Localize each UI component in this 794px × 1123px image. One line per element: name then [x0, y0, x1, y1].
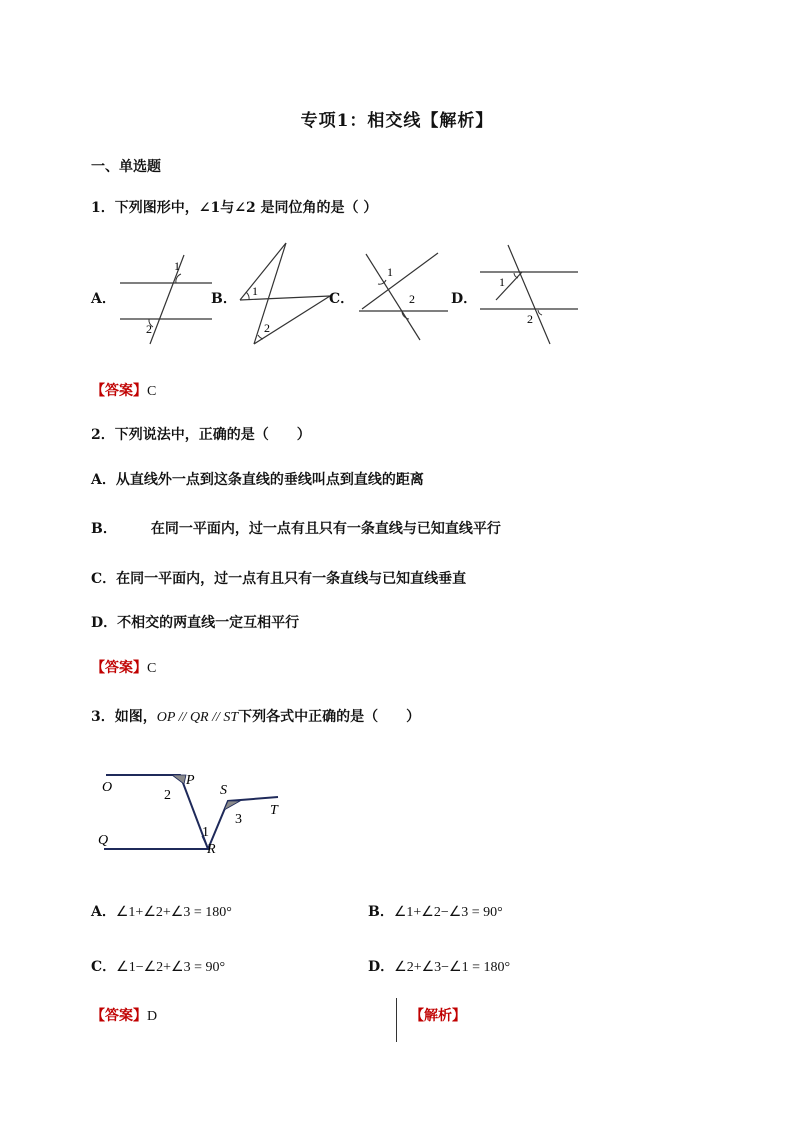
option-text: 在同一平面内，过一点有且只有一条直线与已知直线平行 — [150, 521, 501, 537]
q3-figure — [94, 764, 294, 860]
answer-value: C — [147, 384, 157, 399]
q1-answer — [91, 380, 156, 400]
q1c-angle1-label: 1 — [387, 265, 393, 279]
q1d-angle2-label: 2 — [527, 312, 533, 326]
q3-label-angle3: 3 — [235, 812, 242, 827]
q3-label-S: S — [220, 783, 227, 798]
option-text: ∠1−∠2+∠3 = 90° — [116, 960, 226, 975]
q1-figure-d — [478, 242, 582, 346]
analysis-tag: 【解析】 — [410, 1008, 466, 1024]
q1-option-c-label: C． — [329, 291, 355, 307]
option-key: D． — [368, 959, 395, 975]
q1-stem: 1．下列图形中，∠1与∠2 是同位角的是（ ） — [91, 200, 378, 216]
option-key: A． — [91, 904, 116, 920]
q1-figure-b — [230, 240, 334, 348]
q3-label-angle2: 2 — [164, 788, 171, 803]
q1-option-a-label: A． — [91, 291, 116, 307]
option-key: C． — [91, 959, 117, 975]
answer-tag: 【答案】 — [91, 1008, 147, 1024]
q2-option-d — [91, 612, 299, 632]
option-text: 在同一平面内，过一点有且只有一条直线与已知直线垂直 — [116, 571, 467, 587]
q3-label-O: O — [102, 780, 113, 795]
q2-option-a — [91, 469, 424, 489]
q1b-angle1-label: 1 — [252, 284, 258, 298]
q1d-angle1-label: 1 — [499, 275, 505, 289]
q3-label-T: T — [270, 803, 278, 818]
q3-stem — [91, 706, 420, 726]
q1-figure-c — [356, 248, 452, 344]
q3-answer — [91, 1005, 157, 1025]
q3-stem-suffix: 下列各式中正确的是（ ） — [238, 709, 421, 725]
q2-option-c — [91, 568, 466, 588]
q3-label-P: P — [186, 773, 195, 788]
option-key: B． — [91, 521, 117, 537]
q3-label-angle1: 1 — [202, 825, 209, 840]
q1-option-b-label: B． — [211, 291, 237, 307]
q1a-angle1-label: 1 — [174, 259, 180, 273]
q3-option-c — [91, 956, 225, 976]
q2-option-b — [91, 518, 501, 538]
answer-value: C — [147, 661, 157, 676]
q2-stem: 2．下列说法中，正确的是（ ） — [91, 427, 311, 443]
q3-label-Q: Q — [98, 833, 109, 848]
q2-answer — [91, 657, 156, 677]
answer-tag: 【答案】 — [91, 383, 147, 399]
q1-figure-a — [118, 252, 214, 348]
q3-option-a — [91, 901, 232, 921]
q3-option-d — [368, 956, 510, 976]
q3-stem-math: OP // QR // ST — [156, 710, 239, 725]
q1a-angle2-label: 2 — [146, 322, 152, 336]
q3-stem-prefix: 3．如图， — [91, 709, 157, 725]
option-key: A． — [91, 472, 116, 488]
option-text: 从直线外一点到这条直线的垂线叫点到直线的距离 — [115, 472, 424, 488]
column-divider — [396, 998, 397, 1042]
answer-tag: 【答案】 — [91, 660, 147, 676]
answer-value: D — [147, 1009, 158, 1024]
section-heading: 一、单选题 — [91, 159, 161, 175]
option-text: 不相交的两直线一定互相平行 — [117, 615, 300, 631]
page-title: 专项1：相交线【解析】 — [300, 111, 494, 131]
q1-option-d-label: D． — [451, 291, 478, 307]
q3-analysis — [410, 1005, 466, 1025]
option-text: ∠2+∠3−∠1 = 180° — [394, 960, 511, 975]
q3-option-b — [368, 901, 503, 921]
option-key: B． — [368, 904, 394, 920]
option-text: ∠1+∠2−∠3 = 90° — [393, 905, 503, 920]
option-key: D． — [91, 615, 118, 631]
option-text: ∠1+∠2+∠3 = 180° — [115, 905, 232, 920]
q1b-angle2-label: 2 — [264, 321, 270, 335]
q3-label-R: R — [207, 842, 216, 857]
q1c-angle2-label: 2 — [409, 292, 415, 306]
option-key: C． — [91, 571, 117, 587]
